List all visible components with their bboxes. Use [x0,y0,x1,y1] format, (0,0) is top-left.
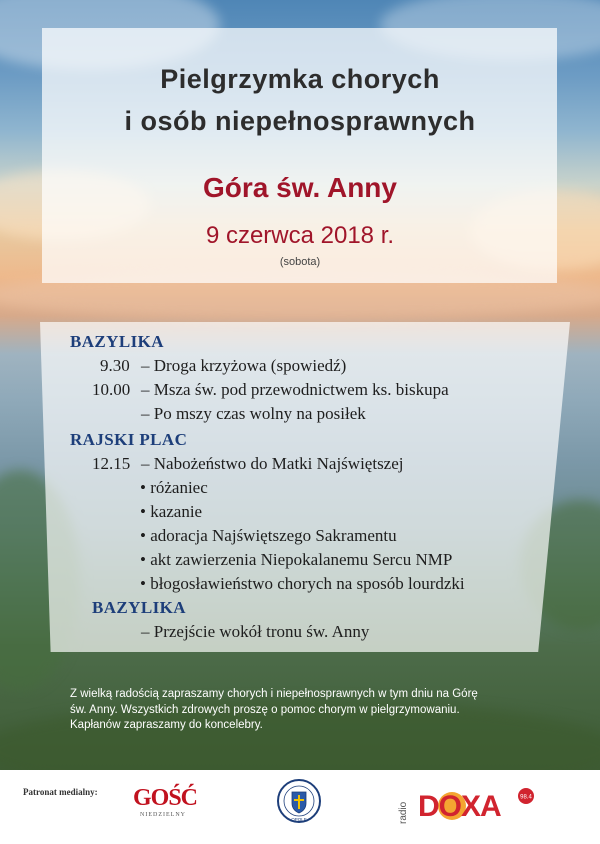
gosc-logo[interactable] [133,784,198,822]
title-line-2: i osób niepełnosprawnych [124,106,476,136]
section-heading: RAJSKI PLAC [70,430,188,449]
radio-frequency-text: 98.4 [520,794,532,801]
program-bullet: • akt zawierzenia Niepokalanemu Sercu NMP [140,550,453,569]
program-bullet: • adoracja Najświętszego Sakramentu [140,526,397,545]
program-bullet: • kazanie [140,502,203,521]
program-item: – Nabożeństwo do Matki Najświętszej [141,454,404,473]
program-item: – Msza św. pod przewodnictwem ks. biskupa [141,380,449,399]
invitation-text [70,687,595,734]
place-name: Góra św. Anny [203,172,397,203]
radio-label-text: radio [398,801,409,824]
invitation-line: św. Anny. Wszystkich zdrowych proszę o pomoc chorym w pielgrzymowaniu. [70,703,460,716]
program-time: 9.30 [100,356,130,375]
radio-doxa-logo[interactable] [398,786,548,826]
program-bullet: • błogosławieństwo chorych na sposób lourdzki [140,574,465,593]
program-item: – Droga krzyżowa (spowiedź) [141,356,347,375]
program-time: 10.00 [92,380,131,399]
section-heading: BAZYLIKA [92,598,186,617]
invitation-line: Kapłanów zapraszamy do koncelebry. [70,719,263,731]
program-item: – Przejście wokół tronu św. Anny [141,622,370,641]
event-date: 9 czerwca 2018 r. [205,222,395,249]
program-item: – Po mszy czas wolny na posiłek [141,404,366,423]
seal-city-text: OPOLE [291,817,307,822]
radio-name-text: DOXA [418,790,501,823]
patronat-label: Patronat medialny: [23,787,98,797]
gosc-logo-subtext: NIEDZIELNY [140,812,186,818]
title-line-1: Pielgrzymka chorych [160,64,440,94]
invitation-line: Z wielką radością zapraszamy chorych i niepełnosprawnych w tym dniu na Górę [70,688,478,700]
diocese-seal-icon[interactable] [276,778,322,824]
program-time: 12.15 [92,454,131,473]
section-heading: BAZYLIKA [70,332,164,351]
event-weekday: (sobota) [279,256,321,268]
program-bullet: • różaniec [140,478,208,497]
footer [0,770,600,844]
gosc-logo-text: GOŚĆ [133,785,198,811]
